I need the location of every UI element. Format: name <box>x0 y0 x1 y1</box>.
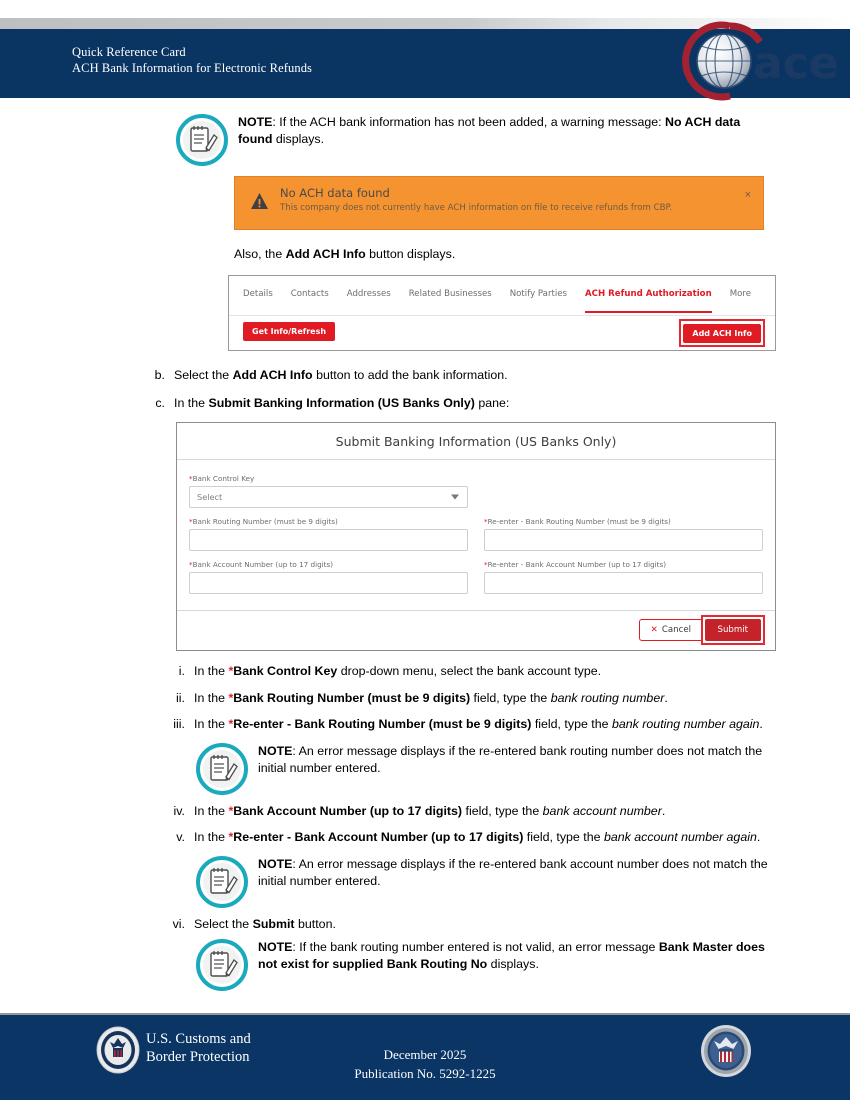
submit-banking-information-pane <box>176 422 776 651</box>
substep-iii-tail: . <box>759 717 763 731</box>
substep-ii <box>160 690 780 708</box>
warning-subtitle: This company does not currently have ACH information on file to receive refunds from CBP. <box>280 203 673 213</box>
substep-iv-post: field, type the <box>462 803 543 818</box>
tab-related-businesses[interactable]: Related Businesses <box>408 289 492 299</box>
field-bank-routing-number <box>189 517 468 551</box>
warning-banner-screenshot <box>234 176 850 230</box>
header-title-line1: Quick Reference Card <box>72 45 186 59</box>
note-text <box>258 743 776 795</box>
also-suffix: button displays. <box>365 247 456 261</box>
cbp-wordmark-line1: U.S. Customs and <box>146 1031 251 1047</box>
substep-ii-body <box>194 690 780 708</box>
form-body <box>177 460 775 598</box>
note-block-no-ach-data <box>176 114 776 166</box>
substep-v-tail: . <box>756 830 761 844</box>
label-bank-routing-number <box>189 517 468 526</box>
cancel-button[interactable] <box>639 619 703 641</box>
substep-vi-body <box>194 916 780 934</box>
required-asterisk: * <box>484 517 488 526</box>
substep-iv-star: * <box>228 803 234 818</box>
step-b-bold: Add ACH Info <box>232 368 313 382</box>
step-b-marker: b. <box>154 368 165 382</box>
substep-v-pre: In the <box>194 830 229 844</box>
svg-text:ace: ace <box>753 38 839 89</box>
bank-routing-number-input[interactable] <box>189 529 468 551</box>
reenter-bank-routing-number-input[interactable] <box>484 529 763 551</box>
note-icon <box>176 114 228 166</box>
get-info-refresh-button[interactable]: Get Info/Refresh <box>243 322 335 341</box>
label-reenter-bank-account-number <box>484 560 763 569</box>
form-spacer <box>484 474 763 508</box>
note-text-part2: displays. <box>272 132 325 146</box>
step-b-body <box>174 367 780 385</box>
note-post: displays. <box>487 957 539 971</box>
ace-logo <box>668 16 840 106</box>
tab-notify-parties[interactable]: Notify Parties <box>509 289 568 299</box>
cancel-label: Cancel <box>661 625 691 635</box>
substep-iii-italic: bank routing number again <box>611 717 760 731</box>
step-c-marker: c. <box>155 395 165 410</box>
document-content <box>0 98 850 991</box>
note-text <box>238 114 776 166</box>
substep-iv-tail: . <box>661 803 666 818</box>
tab-panel <box>228 275 776 351</box>
substep-v <box>160 829 780 847</box>
label-reenter-bank-routing-number <box>484 517 763 526</box>
substep-v-bold: Re-enter - Bank Account Number (up to 17 digits) <box>233 830 524 844</box>
substep-i-body <box>194 663 780 681</box>
submit-button-highlight <box>701 615 766 645</box>
step-c <box>140 395 780 413</box>
note-text <box>258 939 776 991</box>
substep-iv-marker: iv. <box>173 803 185 818</box>
note-label: NOTE <box>258 856 293 871</box>
bank-control-key-value: Select <box>197 492 223 502</box>
substep-iii-bold: Re-enter - Bank Routing Number (must be 9 digits) <box>233 717 532 731</box>
tab-more[interactable]: More <box>729 289 751 299</box>
reenter-bank-account-number-input[interactable] <box>484 572 763 594</box>
form-row-control-key <box>189 474 763 508</box>
substep-ii-pre: In the <box>194 690 229 705</box>
substep-iii <box>160 716 780 734</box>
tab-bar <box>229 276 775 316</box>
note-label: NOTE <box>238 115 273 129</box>
substep-i-star: * <box>228 664 234 678</box>
note-block-account-mismatch <box>196 856 776 908</box>
close-icon: ✕ <box>650 625 658 635</box>
banking-form-screenshot <box>176 422 850 651</box>
note-label: NOTE <box>258 940 293 954</box>
tab-addresses[interactable]: Addresses <box>346 289 391 299</box>
label-text: Bank Account Number (up to 17 digits) <box>192 560 334 569</box>
header-title-line2: ACH Bank Information for Electronic Refunds <box>72 61 313 75</box>
form-row-routing <box>189 517 763 551</box>
header-title-block <box>72 44 312 76</box>
tab-contacts[interactable]: Contacts <box>290 289 329 299</box>
label-text: Bank Control Key <box>192 474 255 483</box>
form-footer <box>177 610 775 650</box>
step-b-post: button to add the bank information. <box>312 368 508 382</box>
substep-ii-post: field, type the <box>470 690 551 705</box>
step-c-body <box>174 395 780 413</box>
step-c-pre: In the <box>174 395 209 410</box>
substep-iii-marker: iii. <box>173 717 185 731</box>
substep-v-post: field, type the <box>523 830 604 844</box>
substep-vi-marker: vi. <box>172 916 185 931</box>
required-asterisk: * <box>484 560 488 569</box>
also-bold: Add ACH Info <box>285 247 366 261</box>
also-prefix: Also, the <box>234 247 286 261</box>
step-b-pre: Select the <box>174 368 233 382</box>
substep-iii-body <box>194 716 780 734</box>
substep-vi <box>160 916 780 934</box>
cbp-wordmark-line2: Border Protection <box>146 1049 250 1065</box>
substep-iii-pre: In the <box>194 717 229 731</box>
note-bold: Bank Master does not exist for supplied Bank Routing No <box>258 940 765 971</box>
required-asterisk: * <box>189 517 193 526</box>
footer-publication-number: Publication No. 5292-1225 <box>354 1066 496 1081</box>
required-asterisk: * <box>189 560 193 569</box>
close-icon[interactable]: × <box>744 189 751 201</box>
note-block-routing-mismatch <box>196 743 776 795</box>
label-text: Re-enter - Bank Routing Number (must be 9 digits) <box>487 517 671 526</box>
substep-v-italic: bank account number again <box>603 830 757 844</box>
substep-vi-pre: Select the <box>194 916 253 931</box>
substep-iv-bold: Bank Account Number (up to 17 digits) <box>233 803 463 818</box>
tab-button-row <box>229 318 775 350</box>
field-bank-control-key <box>189 474 468 508</box>
label-bank-account-number <box>189 560 468 569</box>
note-label: NOTE <box>258 743 293 758</box>
step-b <box>140 367 780 385</box>
substep-vi-bold: Submit <box>252 916 295 931</box>
warning-title: No ACH data found <box>280 186 390 200</box>
substep-iv-pre: In the <box>194 803 229 818</box>
warning-banner <box>234 176 764 230</box>
substep-ii-star: * <box>228 690 234 705</box>
substep-i-pre: In the <box>194 664 229 678</box>
substep-iv-italic: bank account number <box>542 803 662 818</box>
field-reenter-bank-routing-number <box>484 517 763 551</box>
bank-control-key-select[interactable] <box>189 486 468 508</box>
note-icon <box>196 856 248 908</box>
substep-v-star: * <box>228 830 234 844</box>
substep-i-post: drop-down menu, select the bank account type. <box>337 664 602 678</box>
note-bold-phrase: No ACH data found <box>238 115 741 146</box>
field-bank-account-number <box>189 560 468 594</box>
add-ach-info-highlight <box>679 319 765 347</box>
substep-ii-marker: ii. <box>176 690 185 705</box>
note-icon <box>196 743 248 795</box>
substep-i-bold: Bank Control Key <box>233 664 338 678</box>
substep-vi-post: button. <box>294 916 336 931</box>
note-block-bank-master <box>196 939 776 991</box>
substep-iv-body <box>194 803 780 821</box>
note-icon <box>196 939 248 991</box>
substep-iii-star: * <box>228 717 234 731</box>
substep-v-marker: v. <box>176 830 185 844</box>
warning-triangle-icon <box>251 193 268 214</box>
step-c-post: pane: <box>474 395 510 410</box>
bank-account-number-input[interactable] <box>189 572 468 594</box>
form-row-account <box>189 560 763 594</box>
substep-ii-italic: bank routing number <box>550 690 665 705</box>
label-text: Bank Routing Number (must be 9 digits) <box>192 517 338 526</box>
substep-iii-post: field, type the <box>531 717 612 731</box>
note-text-part1: : If the ACH bank information has not been added, a warning message: <box>272 115 666 129</box>
required-asterisk: * <box>189 474 193 483</box>
dhs-seal-right <box>700 1024 752 1083</box>
tab-details[interactable]: Details <box>243 289 273 299</box>
add-ach-info-button[interactable]: Add ACH Info <box>683 324 761 343</box>
note-pre: : If the bank routing number entered is not valid, an error message <box>292 940 659 954</box>
substep-i <box>160 663 780 681</box>
tab-ach-refund-authorization[interactable]: ACH Refund Authorization <box>585 289 712 302</box>
ach-tab-screenshot <box>228 275 850 351</box>
form-title: Submit Banking Information (US Banks Only) <box>177 423 775 460</box>
substep-ii-bold: Bank Routing Number (must be 9 digits) <box>233 690 471 705</box>
substep-ii-tail: . <box>664 690 668 705</box>
note-text <box>258 856 776 908</box>
label-text: Re-enter - Bank Account Number (up to 17 digits) <box>487 560 667 569</box>
step-c-bold: Submit Banking Information (US Banks Only) <box>208 395 475 410</box>
label-bank-control-key <box>189 474 468 483</box>
also-add-ach-info-line <box>234 246 850 263</box>
substep-iv <box>160 803 780 821</box>
substep-v-body <box>194 829 780 847</box>
submit-button[interactable]: Submit <box>705 619 762 641</box>
field-reenter-bank-account-number <box>484 560 763 594</box>
note-body: : An error message displays if the re-entered bank account number does not match the initial number entered. <box>258 856 768 888</box>
chevron-down-icon <box>451 495 459 500</box>
note-body: : An error message displays if the re-entered bank routing number does not match the initial number entered. <box>258 743 763 775</box>
footer-date: December 2025 <box>383 1047 467 1062</box>
substep-i-marker: i. <box>178 664 185 678</box>
